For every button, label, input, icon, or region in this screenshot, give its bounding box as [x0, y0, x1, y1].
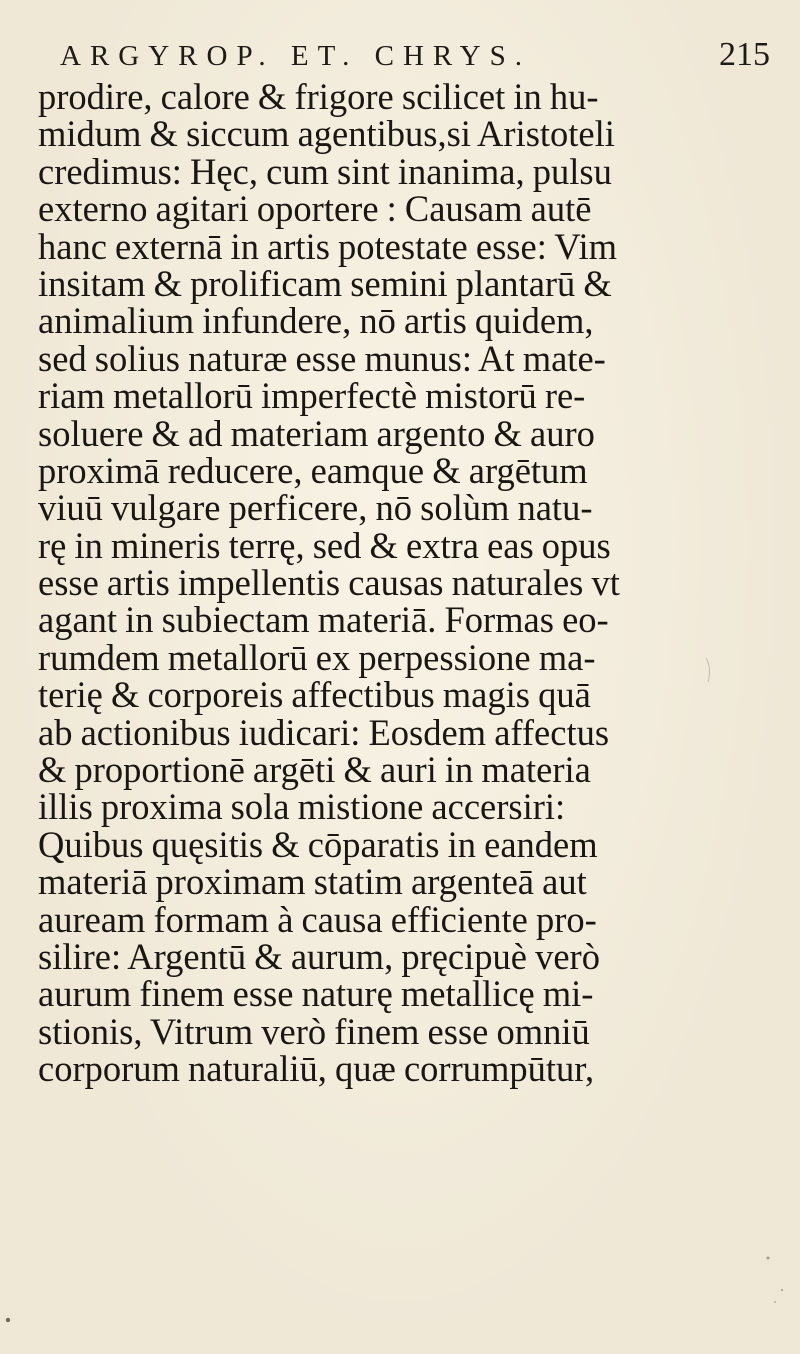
text-line: illis proxima sola mistione accersiri: — [38, 786, 566, 828]
text-line: externo agitari oportere : Causam autē — [38, 188, 592, 230]
text-line: terię & corporeis affectibus magis quā — [38, 674, 591, 716]
text-line: proximā reducere, eamque & argētum — [38, 449, 588, 491]
text-line: & proportionē argēti & auri in materia — [38, 749, 591, 791]
text-line: stionis, Vitrum verò finem esse omniū — [38, 1010, 590, 1052]
page-number: 215 — [719, 36, 770, 73]
body-text — [38, 78, 778, 1088]
text-line: materiā proximam statim argenteā aut — [38, 861, 587, 903]
text-line: rumdem metallorū ex perpessione ma- — [38, 636, 596, 678]
text-line: riam metallorū imperfectè mistorū re- — [38, 375, 586, 417]
text-line: silire: Argentū & aurum, pręcipuè verò — [38, 935, 600, 977]
text-line: soluere & ad materiam argento & auro — [38, 412, 595, 454]
text-line: animalium infundere, nō artis quidem, — [38, 300, 594, 342]
text-line: agant in subiectam materiā. Formas eo- — [38, 599, 609, 641]
text-line: prodire, calore & frigore scilicet in hu- — [38, 76, 599, 117]
text-line: ab actionibus iudicari: Eosdem affectus — [38, 711, 610, 753]
text-line: sed solius naturæ esse munus: At mate- — [38, 337, 606, 379]
text-line: credimus: Hęc, cum sint inanima, pulsu — [38, 150, 612, 192]
page-header — [60, 28, 770, 78]
text-line: auream formam à causa efficiente pro- — [38, 898, 597, 940]
running-head: ARGYROP. ET. CHRYS. — [60, 40, 531, 72]
text-line: hanc externā in artis potestate esse: Vim — [38, 225, 617, 267]
text-line: viuū vulgare perficere, nō solùm natu- — [38, 487, 593, 529]
text-line: Quibus quęsitis & cōparatis in eandem — [38, 823, 598, 865]
text-line: rę in mineris terrę, sed & extra eas opus — [38, 524, 611, 566]
text-line: midum & siccum agentibus,si Aristoteli — [38, 113, 615, 155]
text-line: insitam & prolificam semini plantarū & — [38, 262, 612, 304]
text-line: esse artis impellentis causas naturales vt — [38, 562, 620, 604]
text-line: corporum naturaliū, quæ corrumpūtur, — [38, 1048, 595, 1090]
text-line: aurum finem esse naturę metallicę mi- — [38, 973, 594, 1015]
